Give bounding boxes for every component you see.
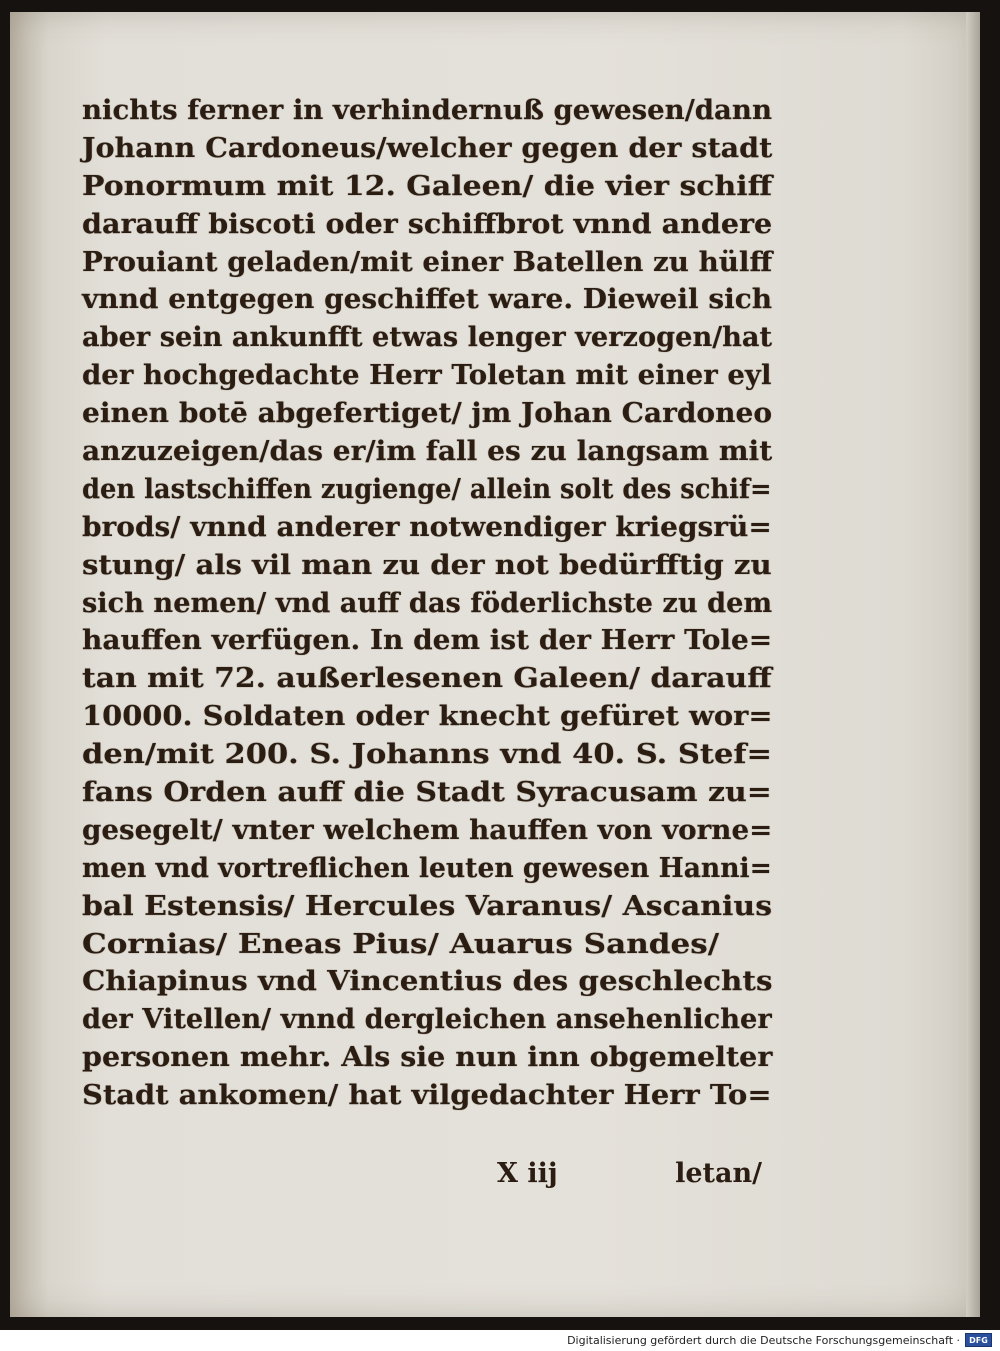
text-line: 10000. Soldaten oder knecht gefüret wor= (82, 701, 773, 733)
digitization-footer (0, 1330, 1000, 1351)
text-line: Johann Cardoneus/welcher gegen der stadt (82, 132, 773, 164)
text-line: Ponormum mit 12. Galeen/ die vier schiff (82, 170, 773, 202)
text-line: personen mehr. Als sie nun inn obgemelter (82, 1042, 773, 1074)
text-line: men vnd vortreflichen leuten gewesen Hanni= (82, 852, 772, 884)
text-line: den/mit 200. S. Johanns vnd 40. S. Stef= (82, 739, 773, 771)
text-line: stung/ als vil man zu der not bedürfftig zu (82, 549, 772, 581)
text-line: hauffen verfügen. In dem ist der Herr Tole= (82, 625, 773, 657)
text-line: brods/ vnnd anderer notwendiger kriegsrü= (82, 511, 772, 543)
page-edge (966, 12, 980, 1317)
text-line: Chiapinus vnd Vincentius des geschlechts (82, 966, 773, 998)
page-text (82, 92, 772, 1115)
text-line: bal Estensis/ Hercules Varanus/ Ascanius (82, 890, 773, 922)
page-footer-marks (82, 1158, 772, 1198)
text-line: aber sein ankunfft etwas lenger verzogen/hat (82, 322, 773, 354)
text-line: der hochgedachte Herr Toletan mit einer eyl (82, 360, 772, 392)
text-line: einen botē abgefertiget/ jm Johan Cardoneo (82, 398, 773, 430)
text-line: den lastschiffen zugienge/ allein solt des schif= (82, 473, 772, 505)
text-line: Prouiant geladen/mit einer Batellen zu hülff (82, 246, 773, 278)
funding-credit: Digitalisierung gefördert durch die Deutsche Forschungsgemeinschaft · (567, 1334, 960, 1347)
text-line: nichts ferner in verhindernuß gewesen/dann (82, 95, 773, 126)
text-line: sich nemen/ vnd auff das föderlichste zu dem (82, 587, 773, 619)
signature-mark: X iij (497, 1158, 558, 1189)
text-line: fans Orden auff die Stadt Syracusam zu= (82, 777, 772, 809)
dfg-logo: DFG (965, 1333, 992, 1347)
text-line: Stadt ankomen/ hat vilgedachter Herr To= (82, 1080, 772, 1112)
text-line: gesegelt/ vnter welchem hauffen von vorne= (82, 814, 773, 846)
text-line: darauff biscoti oder schiffbrot vnnd andere (82, 208, 773, 240)
text-line: anzuzeigen/das er/im fall es zu langsam mit (82, 436, 773, 468)
catchword: letan/ (675, 1158, 762, 1189)
text-line: der Vitellen/ vnnd dergleichen ansehenlicher (82, 1004, 772, 1036)
text-line: vnnd entgegen geschiffet ware. Dieweil sich (82, 284, 773, 316)
text-line: tan mit 72. außerlesenen Galeen/ darauff (82, 663, 772, 695)
text-line: Cornias/ Eneas Pius/ Auarus Sandes/ (82, 928, 720, 960)
